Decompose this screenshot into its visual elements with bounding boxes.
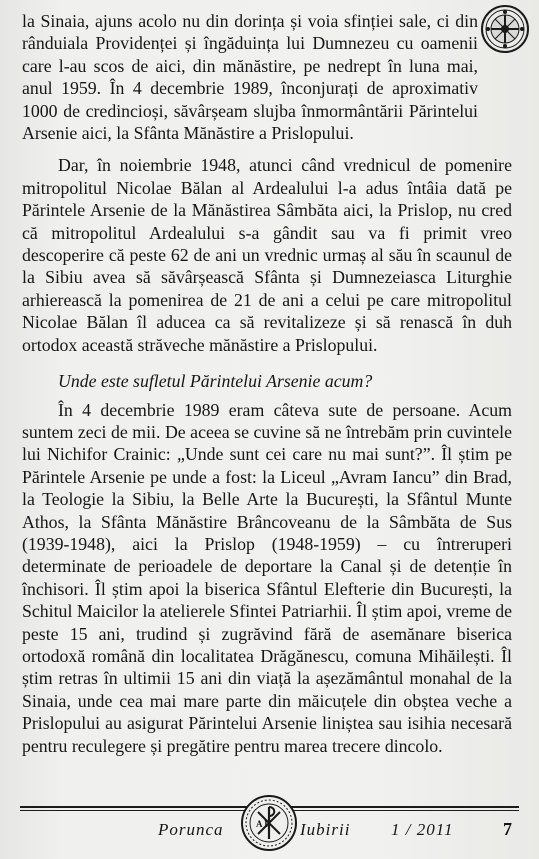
- paragraph: la Sinaia, ajuns acolo nu din dorința și voia sfinției sale, ci din rânduiala Providenței și îngăduința lui Dumnezeu cu oamenii care l-au scos de aici, din mănăstire, pe nedrept în luna mai, anul 1959. În 4 decembrie 1989, înconjurați de aproximativ 1000 de credincioși, săvârșeam slujba înmormântării Părintelui Arsenie aici, la Sfânta Mănăstire a Prislopului.: [22, 11, 478, 144]
- page-number: 7: [503, 819, 512, 839]
- section-heading: Unde este sufletul Părintelui Arsenie acum?: [58, 371, 373, 392]
- magazine-title-right: Iubirii: [300, 820, 351, 839]
- magazine-title-left: Porunca: [158, 820, 224, 839]
- paragraph: În 4 decembrie 1989 eram câteva sute de persoane. Acum suntem zeci de mii. De aceea se cuvine să ne întrebăm prin cuvintele lui Nichifor Crainic: „Unde sunt cei care nu mai sunt?”. Îl știm pe Părintele Arsenie pe unde a fost: la Liceul „Avram Iancu” din Brad, la Teologie la Sibiu, la Belle Arte la București, la Sfântul Munte Athos, la Sfânta Mănăstire Brâncoveanu de la Sâmbăta de Sus (1939-1948), aici la Prislop (1948-1959) – cu întreruperi determinate de perioadele de deportare la Canal și de detenție în închisori. Îl știm apoi la biserica Sfântul Elefterie din București, la Schitul Maicilor la atelierele Sfintei Patriarhii. Îl știm apoi, vreme de peste 15 ani, trudind și zugrăvind fără de asemănare biserica ortodoxă română din localitatea Drăgănescu, comuna Mihăilești. Îl știm retras în ultimii 15 ani din viață la așezământul monahal de la Sinaia, unde cea mai mare parte din măicuțele din obștea veche a Prislopului au asigurat Părintelui Arsenie liniștea sau isihia necesară pentru reculegere și pregătire pentru marea trecere dincolo.: [22, 399, 512, 756]
- issue-number: 1 / 2011: [391, 820, 454, 839]
- article-body: [22, 10, 512, 757]
- medallion-letters: A P: [256, 819, 270, 829]
- paragraph: Dar, în noiembrie 1948, atunci când vrednicul de pomenire mitropolitul Nicolae Bălan al Ardealului l-a adus întâia dată pe Părintele Arsenie de la Mănăstirea Sâmbăta aici, la Prislop, nu cred că mitropolitul Ardealului s-a gândit sau va fi primit vreo descoperire că peste 62 de ani un vrednic urmaș al său în scaunul de la Sibiu avea să săvârșească Sfânta și Dumnezeiasca Liturghie arhierească la pomenirea de 21 de ani a celui pe care mitropolitul Nicolae Bălan îl aducea ca să revitalizeze și să renască în duh ortodox această străveche mănăstire a Prislopului.: [22, 155, 512, 355]
- chi-rho-medallion-icon: [240, 794, 298, 852]
